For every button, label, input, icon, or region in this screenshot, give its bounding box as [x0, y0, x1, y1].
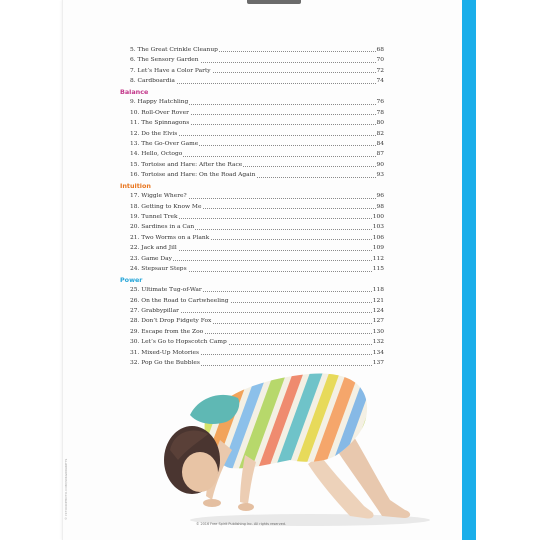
- top-tab: [247, 0, 301, 4]
- toc-entry[interactable]: [120, 254, 384, 264]
- toc-entry-title: 31. Mixed-Up Motories: [130, 348, 200, 358]
- toc-entry-title: 10. Roll-Over Rover: [130, 108, 190, 118]
- baby-photo: [150, 360, 440, 530]
- toc-entry-title: 15. Tortoise and Hare: After the Race: [130, 160, 243, 170]
- toc-entry[interactable]: [120, 45, 384, 55]
- toc-entry-page: 121: [372, 296, 384, 306]
- toc-entry-page: 109: [372, 243, 384, 253]
- toc-entry-page: 137: [372, 358, 384, 368]
- toc-entry-page: 118: [372, 285, 384, 295]
- table-of-contents: [120, 45, 384, 369]
- toc-entry-title: 19. Tunnel Trek: [130, 212, 179, 222]
- toc-entry-title: 12. Do the Elvis: [130, 129, 178, 139]
- toc-entry[interactable]: [120, 108, 384, 118]
- accent-bar: [462, 0, 476, 540]
- toc-entry-title: 24. Stepsaur Steps: [130, 264, 188, 274]
- toc-entry[interactable]: [120, 233, 384, 243]
- toc-entry-page: 115: [372, 264, 384, 274]
- toc-entry[interactable]: [120, 160, 384, 170]
- toc-entry-page: 84: [376, 139, 385, 149]
- toc-entry-page: 90: [376, 160, 385, 170]
- toc-entry-title: 29. Escape from the Zoo: [130, 327, 204, 337]
- toc-entry[interactable]: [120, 285, 384, 295]
- toc-entry-page: 124: [372, 306, 384, 316]
- toc-entry[interactable]: [120, 139, 384, 149]
- toc-entry-title: 16. Tortoise and Hare: On the Road Again: [130, 170, 256, 180]
- toc-entry-page: 134: [372, 348, 384, 358]
- toc-entry-page: 80: [376, 118, 385, 128]
- toc-entry[interactable]: [120, 264, 384, 274]
- toc-entry[interactable]: [120, 76, 384, 86]
- toc-entry-title: 28. Don’t Drop Fidgety Fox: [130, 316, 212, 326]
- toc-entry-title: 25. Ultimate Tug-of-War: [130, 285, 203, 295]
- toc-entry-page: 98: [376, 202, 385, 212]
- toc-entry-title: 18. Getting to Know Me: [130, 202, 202, 212]
- copyright-footer: © 2016 Free Spirit Publishing Inc. All rights reserved.: [196, 522, 287, 526]
- section-heading: Intuition: [120, 181, 151, 190]
- toc-entry[interactable]: [120, 337, 384, 347]
- toc-entry[interactable]: [120, 243, 384, 253]
- toc-entry-page: 103: [372, 222, 384, 232]
- toc-entry-title: 26. On the Road to Cartwheeling: [130, 296, 230, 306]
- toc-entry-page: 132: [372, 337, 384, 347]
- toc-entry-page: 106: [372, 233, 384, 243]
- toc-entry[interactable]: [120, 191, 384, 201]
- toc-entry-title: 27. Grabbypillar: [130, 306, 180, 316]
- toc-entry[interactable]: [120, 212, 384, 222]
- toc-entry[interactable]: [120, 348, 384, 358]
- toc-entry[interactable]: [120, 316, 384, 326]
- toc-entry[interactable]: [120, 327, 384, 337]
- toc-entry-page: 78: [376, 108, 385, 118]
- toc-entry-title: 30. Let’s Go to Hopscotch Camp: [130, 337, 228, 347]
- toc-entry[interactable]: [120, 170, 384, 180]
- toc-entry-title: 23. Game Day: [130, 254, 173, 264]
- toc-entry[interactable]: [120, 202, 384, 212]
- toc-entry-page: 87: [376, 149, 385, 159]
- photo-credit-text: © ISTOCKPHOTO.COM/VIRGINIAKEYS: [64, 458, 68, 520]
- toc-entry[interactable]: [120, 66, 384, 76]
- toc-entry[interactable]: [120, 149, 384, 159]
- toc-entry-page: 127: [372, 316, 384, 326]
- photo-credit: [60, 400, 70, 520]
- toc-entry-title: 22. Jack and Jill: [130, 243, 178, 253]
- toc-entry[interactable]: [120, 55, 384, 65]
- toc-entry-page: 96: [376, 191, 385, 201]
- toc-entry[interactable]: [120, 306, 384, 316]
- toc-entry[interactable]: [120, 222, 384, 232]
- toc-entry-page: 70: [376, 55, 385, 65]
- toc-entry-page: 130: [372, 327, 384, 337]
- toc-entry[interactable]: [120, 296, 384, 306]
- toc-entry-title: 32. Pop Go the Bubbles: [130, 358, 201, 368]
- toc-entry-page: 76: [376, 97, 385, 107]
- toc-entry-title: 13. The Go-Over Game: [130, 139, 199, 149]
- toc-entry-page: 112: [372, 254, 384, 264]
- toc-entry-title: 14. Hello, Octogo: [130, 149, 183, 159]
- toc-entry-page: 74: [376, 76, 385, 86]
- toc-entry-title: 21. Two Worms on a Plank: [130, 233, 210, 243]
- toc-entry-page: 72: [376, 66, 385, 76]
- toc-entry-title: 8. Cardboardia: [130, 76, 176, 86]
- toc-entry[interactable]: [120, 97, 384, 107]
- section-heading: Balance: [120, 87, 149, 96]
- toc-entry[interactable]: [120, 129, 384, 139]
- toc-entry-page: 93: [376, 170, 385, 180]
- toc-entry-title: 11. The Spinnagons: [130, 118, 190, 128]
- toc-entry-title: 17. Wiggle Where?: [130, 191, 188, 201]
- section-heading: Power: [120, 275, 143, 284]
- toc-entry-title: 20. Sardines in a Can: [130, 222, 195, 232]
- toc-entry-title: 5. The Great Crinkle Cleanup: [130, 45, 219, 55]
- toc-entry-title: 6. The Sensory Garden: [130, 55, 200, 65]
- toc-entry-page: 82: [376, 129, 385, 139]
- toc-entry-page: 100: [372, 212, 384, 222]
- toc-entry[interactable]: [120, 118, 384, 128]
- toc-entry-title: 9. Happy Hatchling: [130, 97, 189, 107]
- toc-entry-title: 7. Let’s Have a Color Party: [130, 66, 212, 76]
- toc-entry-page: 68: [376, 45, 385, 55]
